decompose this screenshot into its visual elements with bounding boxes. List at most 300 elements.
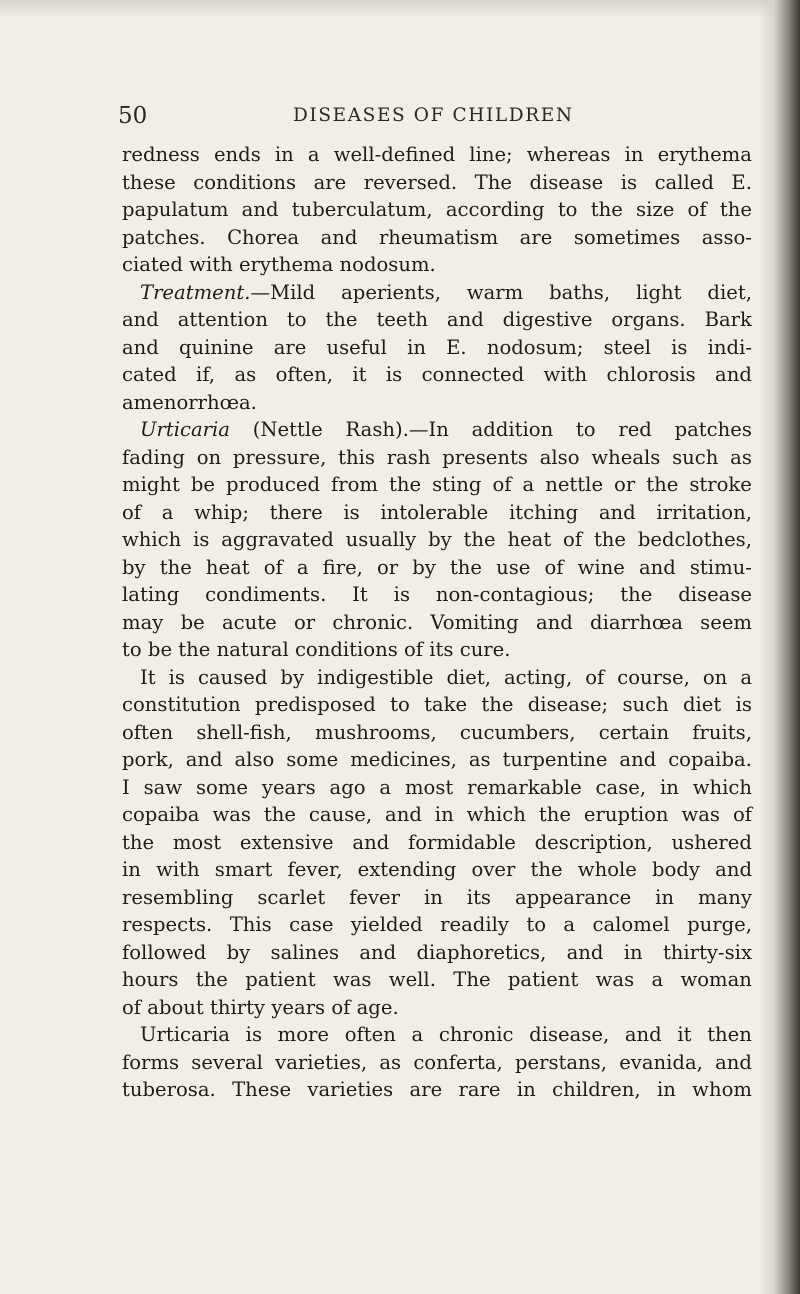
word: caused xyxy=(197,665,268,689)
word: is xyxy=(245,1023,262,1046)
word: presents xyxy=(442,445,528,469)
text-line xyxy=(122,774,752,802)
word: ago xyxy=(329,775,366,799)
word: with xyxy=(189,253,239,276)
word: yielded xyxy=(350,913,423,936)
word: over xyxy=(471,858,516,881)
word: of xyxy=(331,995,357,1019)
text-line xyxy=(122,224,752,252)
word: redness xyxy=(122,143,200,166)
word: aggravated xyxy=(221,528,334,551)
word: (Nettle xyxy=(252,418,323,441)
word: E. xyxy=(446,335,467,359)
word: the xyxy=(449,555,483,579)
word: by xyxy=(122,555,146,579)
word: in xyxy=(659,775,679,799)
word: in xyxy=(624,143,644,166)
word: erythema xyxy=(657,143,752,166)
word: attention xyxy=(177,308,268,331)
word: in xyxy=(656,1078,676,1101)
text-line xyxy=(122,169,752,197)
word: if, xyxy=(196,363,216,386)
word: aperients, xyxy=(341,280,441,304)
word: papulatum xyxy=(122,198,229,221)
word: and xyxy=(715,1050,752,1074)
word: chronic. xyxy=(332,610,414,634)
word: the xyxy=(263,803,296,826)
word: patient xyxy=(507,968,579,991)
word: constitution xyxy=(122,693,241,716)
word: stimu- xyxy=(689,555,752,579)
word: the xyxy=(481,693,514,716)
word: the xyxy=(159,555,192,579)
word: tuberculatum, xyxy=(291,198,433,221)
word: a xyxy=(307,143,320,166)
word: by xyxy=(226,940,251,964)
word: eruption xyxy=(583,803,669,826)
word: the xyxy=(389,473,422,496)
word: of xyxy=(263,555,283,579)
word: ciated xyxy=(122,253,190,276)
word: remarkable xyxy=(467,775,582,799)
word: cure. xyxy=(459,638,511,661)
word: and xyxy=(122,335,159,359)
word: of xyxy=(544,555,564,579)
word: it xyxy=(352,363,367,386)
word: as xyxy=(234,363,257,386)
text-line xyxy=(122,746,752,774)
word: nodosum; xyxy=(486,335,584,359)
word: a xyxy=(161,500,174,524)
word: the xyxy=(463,528,496,551)
word: predisposed xyxy=(254,693,376,716)
word: resembling xyxy=(122,885,234,909)
word: fever xyxy=(349,885,401,909)
word: also xyxy=(539,445,580,469)
word: Vomiting xyxy=(430,610,519,634)
word: there xyxy=(269,500,323,524)
word: non-contagious; xyxy=(435,583,595,606)
word: steel xyxy=(603,335,651,359)
word: Chorea xyxy=(227,225,300,249)
word: disease, xyxy=(529,1023,610,1046)
word: appearance xyxy=(514,885,632,909)
word: which xyxy=(466,803,526,826)
word: more xyxy=(277,1023,330,1046)
word: line; xyxy=(469,143,513,166)
word: pressure, xyxy=(232,445,327,469)
page-header xyxy=(118,101,758,131)
word: scarlet xyxy=(257,885,326,909)
running-head: DISEASES OF CHILDREN xyxy=(293,105,574,126)
word: about xyxy=(147,995,211,1019)
word: ushered xyxy=(671,830,752,854)
word: the xyxy=(538,803,571,826)
word: to xyxy=(122,638,148,661)
word: and xyxy=(535,610,573,634)
word: and xyxy=(566,940,604,964)
word: fever, xyxy=(287,858,343,881)
word: of xyxy=(563,528,583,551)
word: produced xyxy=(226,473,321,496)
text-line-treatment xyxy=(122,279,752,307)
word: its xyxy=(466,885,491,909)
word: which xyxy=(122,528,182,551)
word: is xyxy=(343,500,360,524)
word: Urticaria xyxy=(140,418,230,441)
word: called xyxy=(654,170,714,194)
word: and xyxy=(715,858,752,881)
word: take xyxy=(424,693,468,716)
word: and xyxy=(385,803,422,826)
word: conferta, xyxy=(413,1050,503,1074)
word: of xyxy=(732,803,752,826)
heading-rest: —Mild xyxy=(250,280,316,304)
word: the xyxy=(620,583,653,606)
word: the xyxy=(195,968,228,991)
word: may xyxy=(122,610,164,634)
word: acting, xyxy=(504,665,573,689)
word: be xyxy=(190,473,216,496)
word: several xyxy=(191,1050,263,1074)
word: was xyxy=(681,803,720,826)
word: some xyxy=(195,775,249,799)
word: condiments. xyxy=(205,583,327,606)
word: intolerable xyxy=(380,500,489,524)
word: rare xyxy=(458,1078,501,1101)
text-line xyxy=(122,609,752,637)
word: size xyxy=(636,198,675,221)
word: to xyxy=(526,913,547,936)
word: rash xyxy=(386,445,431,469)
word: a xyxy=(411,1023,424,1046)
word: smart xyxy=(214,858,273,881)
word: which xyxy=(692,775,752,799)
word: is xyxy=(193,528,210,551)
word: on xyxy=(196,445,222,469)
word: course, xyxy=(617,665,690,689)
text-line xyxy=(122,196,752,224)
word: by xyxy=(280,665,305,689)
word: diet, xyxy=(446,665,491,689)
word: case, xyxy=(595,775,647,799)
word: is xyxy=(735,693,752,716)
word: in xyxy=(274,143,294,166)
text-line xyxy=(122,691,752,719)
word: medicines, xyxy=(350,748,457,771)
word: whip; xyxy=(194,500,249,524)
word: disease; xyxy=(527,693,609,716)
word: a xyxy=(296,555,309,579)
word: and xyxy=(320,225,358,249)
word: the xyxy=(122,830,155,854)
word: was xyxy=(332,968,372,991)
text-line xyxy=(122,306,752,334)
word: conditions xyxy=(294,638,404,661)
word: and xyxy=(185,748,223,771)
text-line xyxy=(122,554,752,582)
word: digestive xyxy=(502,308,593,331)
word: a xyxy=(379,775,392,799)
word: woman xyxy=(680,968,752,991)
word: are xyxy=(409,1078,443,1101)
word: such xyxy=(672,445,719,469)
word: as xyxy=(468,748,491,771)
text-line xyxy=(122,444,752,472)
word: salines xyxy=(270,940,340,964)
word: cated xyxy=(122,363,177,386)
word: of xyxy=(492,473,512,496)
word: pork, xyxy=(122,748,174,771)
word: a xyxy=(563,913,576,936)
word: and xyxy=(715,363,752,386)
word: well. xyxy=(388,968,436,991)
word: most xyxy=(172,830,222,854)
word: teeth xyxy=(376,308,428,331)
word: seem xyxy=(700,610,752,634)
word: chlorosis xyxy=(606,363,696,386)
word: by xyxy=(412,555,436,579)
word: calomel xyxy=(592,913,670,936)
word: fruits, xyxy=(692,720,752,744)
page-number: 50 xyxy=(118,103,148,129)
word: in xyxy=(423,885,443,909)
word: useful xyxy=(326,335,387,359)
word: Bark xyxy=(704,308,752,331)
word: extensive xyxy=(239,830,334,854)
word: the xyxy=(593,528,627,551)
word: thirty-six xyxy=(662,940,752,964)
word: whole xyxy=(577,858,637,881)
word: asso- xyxy=(701,225,752,249)
word: to xyxy=(286,308,307,331)
word: the xyxy=(325,308,358,331)
word: is xyxy=(620,170,638,194)
word: bedclothes, xyxy=(637,528,752,551)
word: on xyxy=(702,665,728,689)
text-line xyxy=(122,389,752,417)
word: years xyxy=(261,775,316,799)
word: readily xyxy=(440,913,509,936)
word: the xyxy=(646,473,679,496)
word: tuberosa. xyxy=(122,1078,216,1101)
word: quinine xyxy=(179,335,254,359)
word: or xyxy=(376,555,399,579)
word: then xyxy=(707,1023,752,1046)
word: usually xyxy=(345,528,417,551)
text-line xyxy=(122,1049,752,1077)
word: baths, xyxy=(549,280,611,304)
word: diet xyxy=(683,693,722,716)
word: diet, xyxy=(707,280,752,304)
word: to xyxy=(575,418,596,441)
word: copaiba xyxy=(122,803,200,826)
top-page-shadow xyxy=(0,0,800,18)
word: saw xyxy=(143,775,183,799)
word: the xyxy=(719,198,752,221)
text-line xyxy=(122,664,752,692)
text-line xyxy=(122,911,752,939)
word: shell-fish, xyxy=(196,720,292,744)
word: respects. xyxy=(122,913,213,936)
text-line xyxy=(122,334,752,362)
word: often xyxy=(122,720,174,744)
word: of xyxy=(404,638,430,661)
word: patient xyxy=(245,968,316,991)
word: hours xyxy=(122,968,179,991)
text-line xyxy=(122,801,752,829)
word: Urticaria xyxy=(140,1023,230,1046)
word: addition xyxy=(471,418,554,441)
word: I xyxy=(122,775,130,799)
word: nettle xyxy=(545,473,604,496)
word: in xyxy=(407,335,426,359)
text-line xyxy=(122,994,752,1022)
word: from xyxy=(331,473,379,496)
word: warm xyxy=(466,280,524,304)
word: Rash).—In xyxy=(345,418,449,441)
text-line xyxy=(122,581,752,609)
word: is xyxy=(393,583,410,606)
word: The xyxy=(474,170,512,194)
text-line xyxy=(122,1076,752,1104)
word: copaiba. xyxy=(668,748,752,771)
word: whereas xyxy=(526,143,611,166)
word: indi- xyxy=(707,335,752,359)
text-line xyxy=(122,251,752,279)
word: turpentine xyxy=(502,748,608,771)
word: light xyxy=(635,280,682,304)
word: evanida, xyxy=(619,1050,703,1074)
text-line xyxy=(122,471,752,499)
word: and xyxy=(638,555,676,579)
word: disease xyxy=(529,170,604,194)
word: the xyxy=(530,858,563,881)
word: cucumbers, xyxy=(459,720,576,744)
word: sometimes xyxy=(573,225,681,249)
word xyxy=(140,279,315,307)
word: of xyxy=(122,500,142,524)
word: was xyxy=(212,803,251,826)
word: fire, xyxy=(322,555,363,579)
word: connected xyxy=(421,363,525,386)
word: to xyxy=(390,693,410,716)
word: amenorrhœa. xyxy=(122,390,257,414)
word: in xyxy=(516,1078,536,1101)
word: by xyxy=(428,528,452,551)
word: whom xyxy=(692,1078,752,1101)
word: wine xyxy=(577,555,625,579)
word: with xyxy=(156,858,200,881)
word: or xyxy=(614,473,636,496)
word: extending xyxy=(357,858,457,881)
word: with xyxy=(543,363,588,386)
word: is xyxy=(385,363,403,386)
word: age. xyxy=(356,995,399,1019)
text-line-urticaria xyxy=(122,416,752,444)
word: are xyxy=(313,170,347,194)
word: a xyxy=(651,968,664,991)
word: It xyxy=(140,665,156,689)
word: reversed. xyxy=(363,170,458,194)
word: is xyxy=(671,335,688,359)
word: chronic xyxy=(438,1023,514,1046)
word: patches. xyxy=(122,225,206,249)
word: most xyxy=(404,775,454,799)
word: according xyxy=(445,198,545,221)
word: also xyxy=(234,748,275,771)
body-text xyxy=(122,141,752,1104)
word: stroke xyxy=(689,473,752,496)
text-line xyxy=(122,966,752,994)
word: wheals xyxy=(591,445,661,469)
text-line xyxy=(122,499,752,527)
word: in xyxy=(434,803,454,826)
word: thirty xyxy=(210,995,272,1019)
word: case xyxy=(289,913,334,936)
word: years xyxy=(271,995,332,1019)
word: is xyxy=(168,665,185,689)
word: acute xyxy=(221,610,277,634)
word: mushrooms, xyxy=(314,720,437,744)
word: of xyxy=(585,665,605,689)
text-line xyxy=(122,829,752,857)
word: formidable xyxy=(407,830,516,854)
word: to xyxy=(557,198,578,221)
word: use xyxy=(496,555,531,579)
word: conditions xyxy=(193,170,297,194)
word: such xyxy=(622,693,669,716)
word: varieties, xyxy=(275,1050,368,1074)
word: as xyxy=(730,445,752,469)
word: heat xyxy=(205,555,250,579)
word: a xyxy=(522,473,535,496)
heading-word: Treatment. xyxy=(140,280,251,304)
word: organs. xyxy=(611,308,686,331)
word: heat xyxy=(507,528,552,551)
text-line xyxy=(122,884,752,912)
word: in xyxy=(122,858,141,881)
word: was xyxy=(595,968,635,991)
word: many xyxy=(697,885,752,909)
word: are xyxy=(519,225,553,249)
word: as xyxy=(379,1050,402,1074)
word: varieties xyxy=(307,1078,394,1101)
word: description, xyxy=(534,830,653,854)
word: and xyxy=(619,748,657,771)
word: followed xyxy=(122,940,207,964)
word: often xyxy=(344,1023,396,1046)
word: perstans, xyxy=(514,1050,607,1074)
word: might xyxy=(122,473,180,496)
word: The xyxy=(453,968,491,991)
word: lating xyxy=(122,583,180,606)
word: red xyxy=(618,418,652,441)
text-line xyxy=(122,141,752,169)
word: natural xyxy=(216,638,295,661)
word: fading xyxy=(122,445,185,469)
word: its xyxy=(429,638,460,661)
word: indigestible xyxy=(317,665,434,689)
word: purge, xyxy=(687,913,752,936)
word: diaphoretics, xyxy=(416,940,547,964)
word: of xyxy=(122,995,148,1019)
word: rheumatism xyxy=(378,225,499,249)
word: body xyxy=(652,858,700,881)
word: well-defined xyxy=(333,143,456,166)
word: of xyxy=(687,198,707,221)
word: these xyxy=(122,170,176,194)
